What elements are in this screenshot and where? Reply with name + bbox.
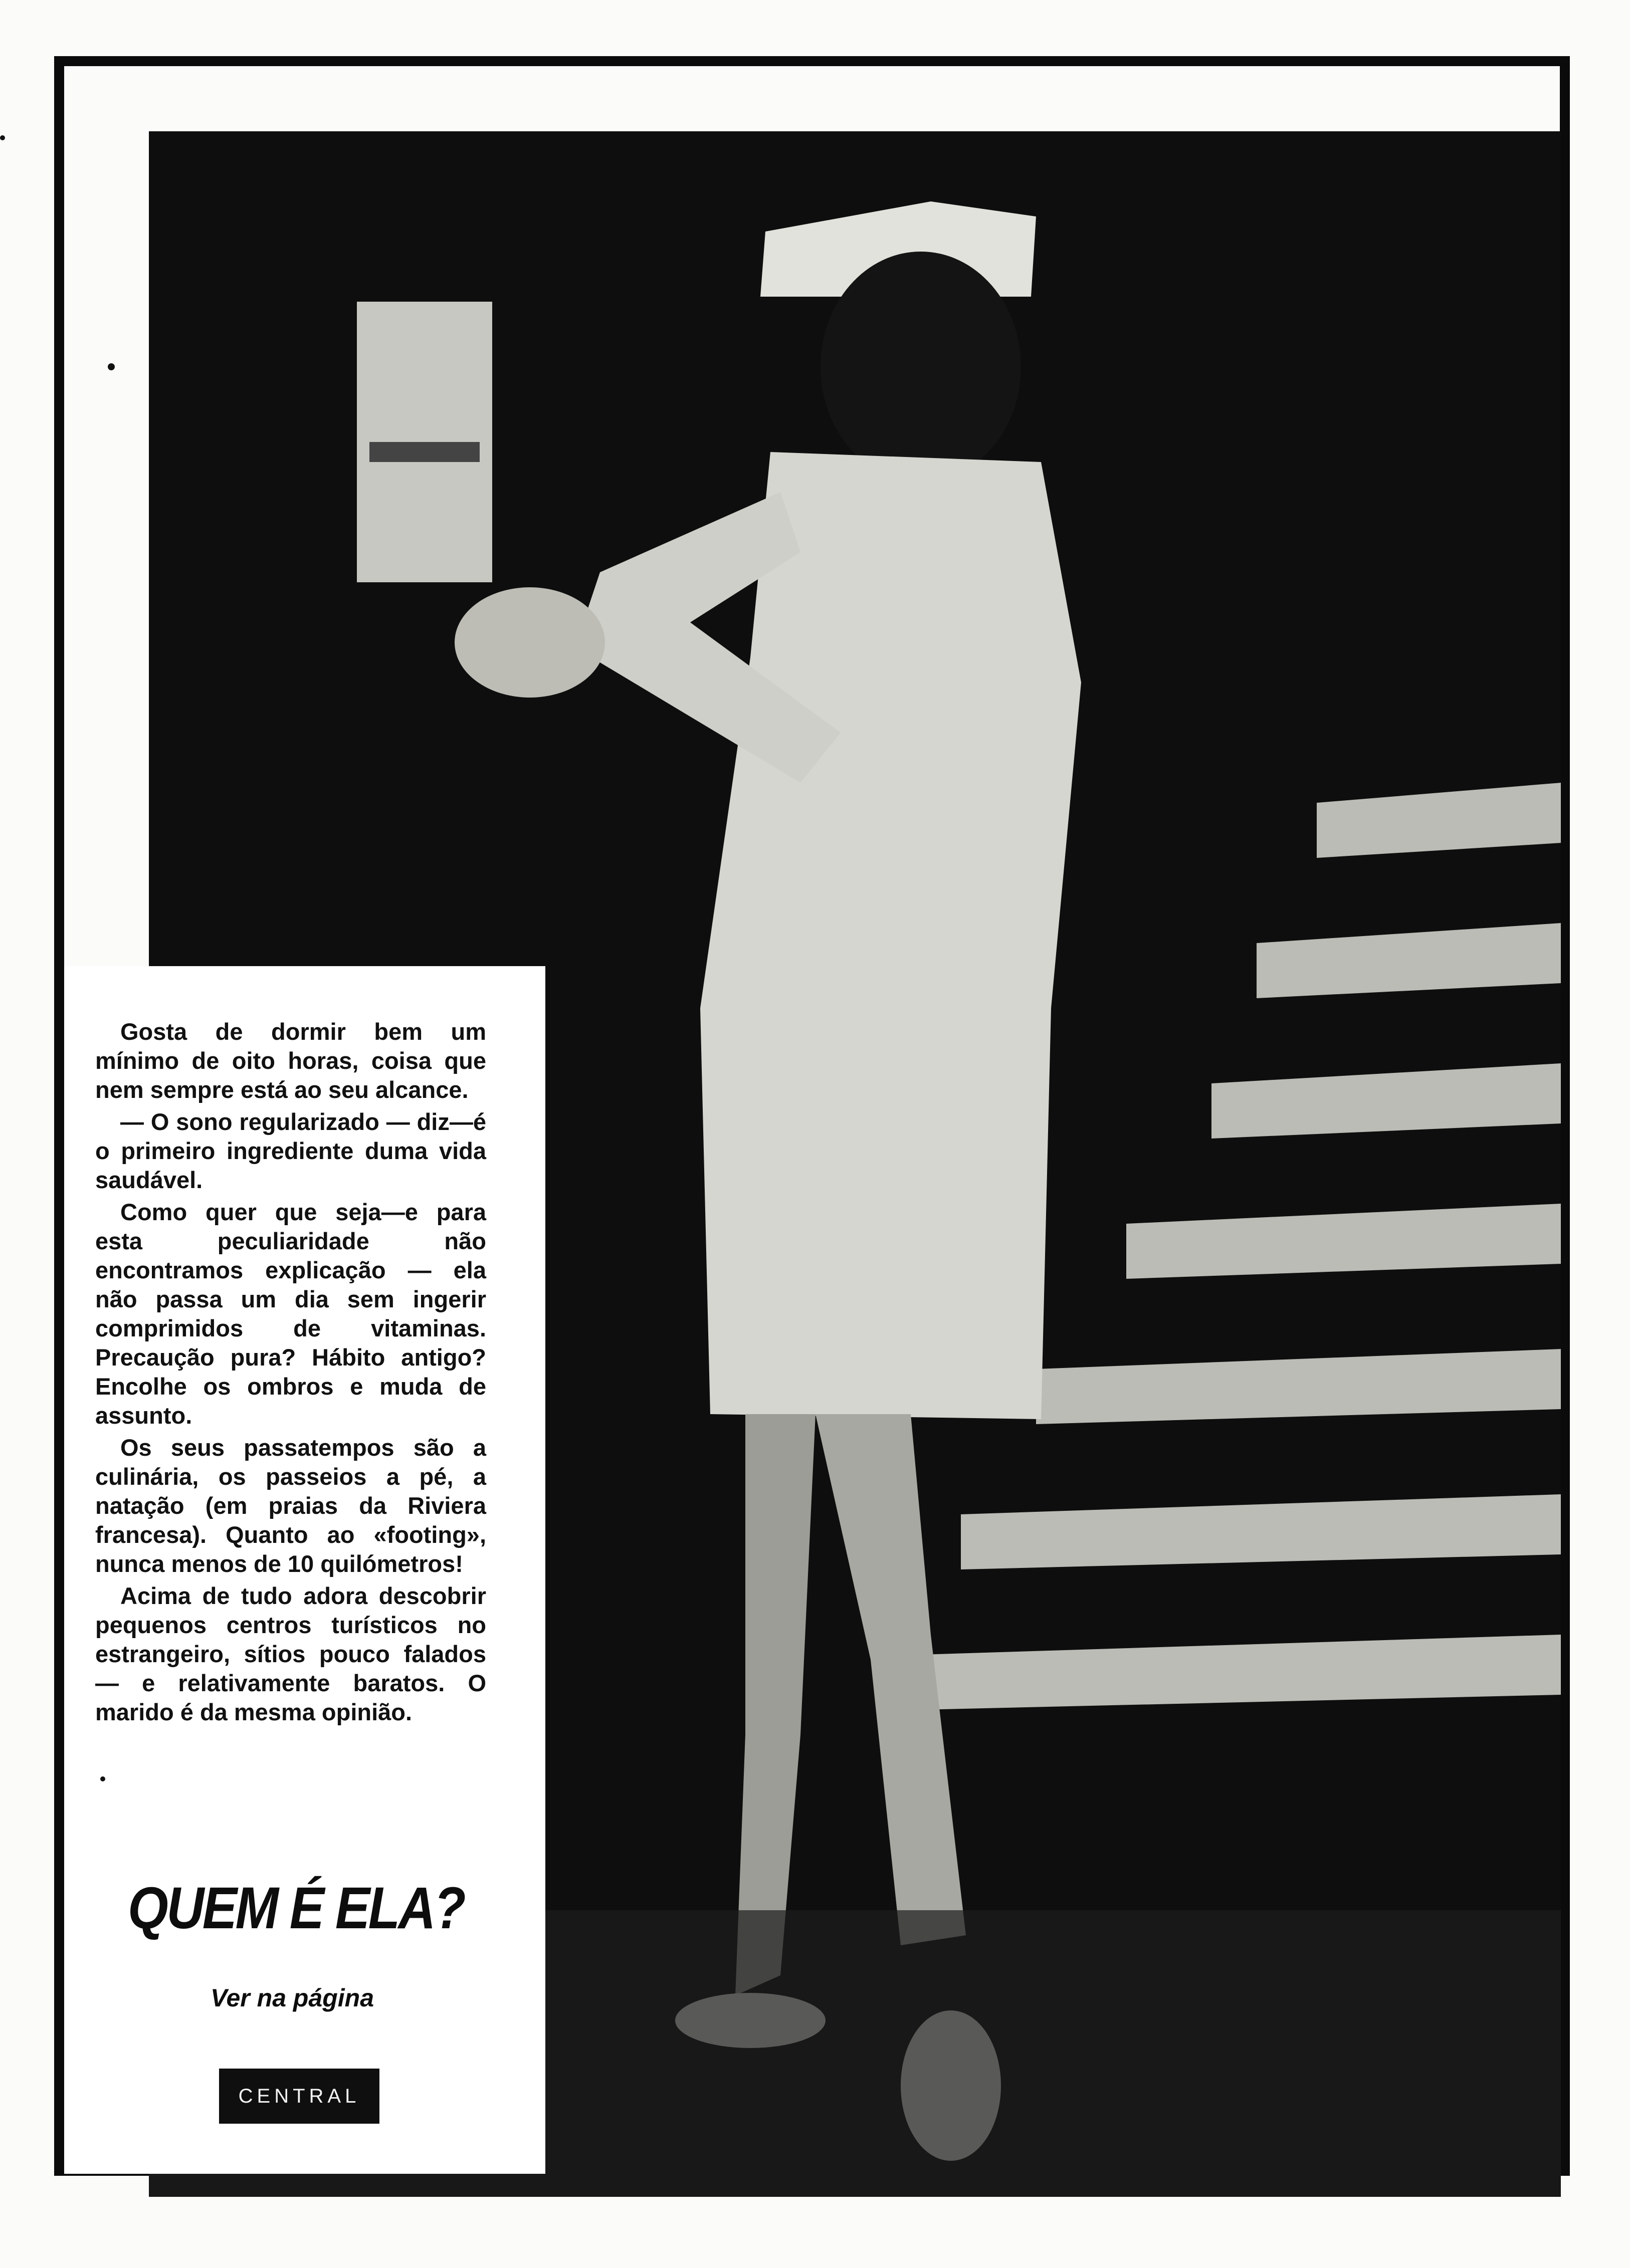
print-speck xyxy=(100,1776,105,1781)
article-paragraph: Os seus passatempos são a culinária, os passeios a pé, a natação (em praias da Riviera francesa). Quanto ao «footing», nunca menos de 10 quilómetros! xyxy=(95,1434,486,1577)
page-reference: Ver na página xyxy=(211,1984,374,2012)
head xyxy=(821,252,1021,482)
headline: QUEM É ELA? xyxy=(128,1875,464,1941)
print-speck xyxy=(108,363,115,370)
central-badge: CENTRAL xyxy=(219,2069,379,2124)
hand xyxy=(455,587,605,698)
article-paragraph: — O sono regularizado — diz—é o primeiro ingrediente duma vida saudável. xyxy=(95,1108,486,1193)
dress xyxy=(700,452,1081,1419)
article-paragraph: Como quer que seja—e para esta peculiaridade não encontramos explicação — ela não passa um dia sem ingerir comprimidos de vitaminas. Precaução pura? Hábito antigo? Encolhe os ombros e muda de assunto. xyxy=(95,1199,486,1429)
print-speck xyxy=(0,135,5,140)
article-paragraph: Acima de tudo adora descobrir pequenos centros turísticos no estrangeiro, sítios pouco falados — e relativamente baratos. O marido é da mesma opinião. xyxy=(95,1582,486,1725)
article-body xyxy=(95,1017,486,1730)
article-paragraph: Gosta de dormir bem um mínimo de oito horas, coisa que nem sempre está ao seu alcance. xyxy=(95,1018,486,1103)
